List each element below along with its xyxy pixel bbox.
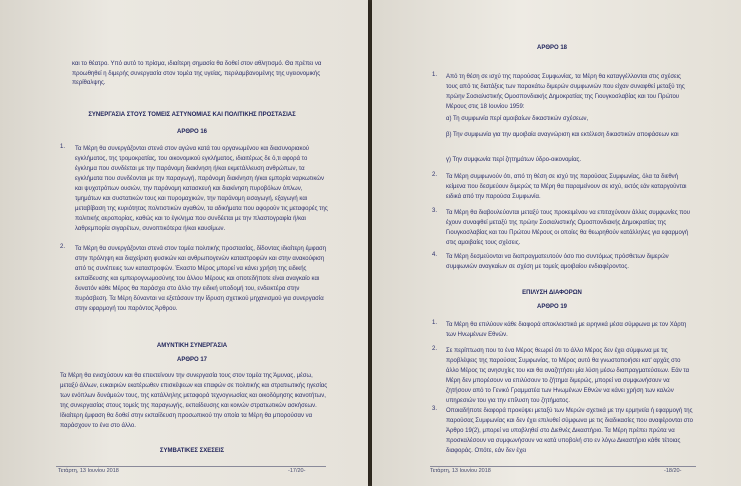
a19-paragraph-2: Σε περίπτωση που το ένα Μέρος θεωρεί ότι το άλλο Μέρος δεν έχει σύμφωνα με τις προβλέψεις της παρούσας Συμφωνίας, το Μέρος αυτό θα γνωστοποιήσει κατ' αρχάς στο άλλο Μέρος τις ανησυχίες του και θα αναζητήσει μία λύση μέσω διαπραγματεύσεων. Εάν τα Μέρη δεν μπορέσουν να επιλύσουν το ζήτημα διμερώς, μπορεί να συμφωνήσουν να ζητήσουν από το Γενικό Γραμματέα των Ηνωμένων Εθνών να κάνει χρήση των καλών υπηρεσιών του για την επίλυση του ζητήματος. xyxy=(446,348,690,404)
a19-paragraph-1: Τα Μέρη θα επιλύουν κάθε διαφορά αποκλειστικά με ειρηνικά μέσα σύμφωνα με τον Χάρτη των Ηνωμένων Εθνών. xyxy=(446,322,687,338)
a18-item-b: β) Την συμφωνία για την αμοιβαία αναγνώριση και εκτέλεση δικαστικών αποφάσεων και xyxy=(446,132,679,138)
a16-paragraph-2: Τα Μέρη θα συνεργάζονται στενά στον τομέα πολιτικής προστασίας, δίδοντας ιδιαίτερη έμφαση στην πρόληψη και διαχείριση φυσικών και ανθρωπογενών καταστροφών και στην ανακούφιση από τις συνέπειες των καταστροφών. Έκαστο Μέρος μπορεί να κάνει χρήση της ειδικής εκπαίδευσης και εμπειρογνωμοσύνης του άλλου Μέρους και οποτεδήποτε είναι αναγκαίο και δυνατόν κάθε Μέρος θα παράσχει στο άλλο την ειδική υποδομή του, ενδεικτέρα στην πυρόσβεση. Τα Μέρη δύνανται να εξετάσουν την ίδρυση σχετικού μηχανισμού για συνεργασία στην εφαρμογή του παρόντος Άρθρου. xyxy=(75,246,327,312)
footer-rule xyxy=(430,466,696,467)
a18-p3-number: 3. xyxy=(432,208,438,214)
a19-p3-number: 3. xyxy=(432,406,438,412)
a16-p1-number: 1. xyxy=(60,144,66,150)
article-17-title: ΑΡΘΡΟ 17 xyxy=(176,357,207,363)
section-title-police: ΣΥΝΕΡΓΑΣΙΑ ΣΤΟΥΣ ΤΟΜΕΙΣ ΑΣΤΥΝΟΜΙΑΣ ΚΑΙ ΠΟΛΙΤΙΚΗΣ ΠΡΟΣΤΑΣΙΑΣ xyxy=(88,112,296,118)
a18-item-c: γ) Την συμφωνία περί ζητημάτων ύδρο-οικονομίας. xyxy=(446,157,582,163)
section-title-defence: ΑΜΥΝΤΙΚΗ ΣΥΝΕΡΓΑΣΙΑ xyxy=(156,343,228,349)
a18-paragraph-2: Τα Μέρη συμφωνούν ότι, από τη θέση σε ισχύ της παρούσας Συμφωνίας, όλα τα διεθνή κείμενα που δεσμεύουν διμερώς τα Μέρη θα παραμείνουν σε ισχύ, εκτός εάν καταργούνται ειδικά από την παρούσα Συμφωνία. xyxy=(446,174,687,200)
right-page xyxy=(372,0,741,486)
left-page xyxy=(0,0,368,486)
a19-p1-number: 1. xyxy=(432,320,438,326)
article-18-title: ΑΡΘΡΟ 18 xyxy=(536,45,567,51)
a18-paragraph-4: Τα Μέρη δεσμεύονται να διαπραγματευτούν όσο πιο συντόμως πρόσθετων διμερών συμφωνιών αναγκαίων σε σχέση με τομείς αμοιβαίου ενδιαφέροντος. xyxy=(446,254,669,270)
a19-p2-number: 2. xyxy=(432,346,438,352)
a18-paragraph-3: Τα Μέρη θα διαβουλεύονται μεταξύ τους προκειμένου να επιταχύνουν άλλες συμφωνίες που έχουν συναφθεί μεταξύ της πρώην Σοσιαλιστικής Ομοσπονδιακής Δημοκρατίας της Γιουγκοσλαβίας και του Πρώτου Μέρους οι οποίες θα θεωρηθούν κατάλληλες για εφαρμογή στις αμοιβαίες τους σχέσεις. xyxy=(446,210,690,246)
a16-paragraph-1: Τα Μέρη θα συνεργάζονται στενά στον αγώνα κατά του οργανωμένου και διασυνοριακού εγκλήματος, της τρομοκρατίας, του οικονομικού εγκλήματος, ιδιαιτέρως δε ό,τι αφορά το έγκλημα που συνδέεται με την παράνομη διακίνηση ή/και εκμετάλλευση ανθρώπων, τα εγκλήματα που συνδέονται με την παραγωγή, παράνομη διακίνηση ή/και εμπορία ναρκωτικών και ψυχοτρόπων ουσιών, την παράνομη κατασκευή και διακίνηση πυροβόλων όπλων, τμημάτων και συστατικών τους και πυρομαχικών, την παράνομη εισαγωγή, εξαγωγή και μεταβίβαση της κυριότητας πολιτιστικών αγαθών, τα αδικήματα που αφορούν τις μεταφορές της πολιτικής αεροπορίας, καθώς και το έγκλημα που συνδέεται με την πλαστογραφία ή/και λαθρεμπορία σιγαρέτων, συνοπτικότερα ή/και καυσίμων. xyxy=(75,146,328,232)
a18-item-a: α) Τη συμφωνία περί αμοιβαίων δικαστικών σχέσεων, xyxy=(446,116,589,122)
section-title-disputes: ΕΠΙΛΥΣΗ ΔΙΑΦΟΡΩΝ xyxy=(522,290,582,296)
a18-paragraph-1: Από τη θέση σε ισχύ της παρούσας Συμφωνίας, τα Μέρη θα καταγγέλλονται στις σχέσεις τους από τις διατάξεις των παρακάτω διμερών συμφωνιών που είχαν συναφθεί μεταξύ της πρώην Σοσιαλιστικής Ομοσπονδιακής Δημοκρατίας της Γιουγκοσλαβίας και του Πρώτου Μέρους στις 18 Ιουνίου 1959: xyxy=(446,74,685,110)
a18-p1-number: 1. xyxy=(432,72,438,78)
a17-paragraph-1: Τα Μέρη θα ενισχύσουν και θα επεκτείνουν την συνεργασία τους στον τομέα της Άμυνας, μέσω, μεταξύ άλλων, ευκαιριών εκατέρωθεν επισκέψεων και επαφών σε πολιτικής και στρατιωτικής ηγεσίας των ενόπλων δυνάμεών τους, της κατάλληλης μεταφορά τεχνογνωσίας και οικοδόμησης ικανοτήτων, της συνεργασίας στους τομείς της παραγωγής, εκπαίδευσης και κοινών στρατιωτικών ασκήσεων. Ιδιαίτερη έμφαση θα δοθεί στην εκπαίδευση προσωπικού την οποία τα Μέρη θα μπορούσαν να παράσχουν το ένα στο άλλο. xyxy=(60,373,328,429)
footer-rule xyxy=(56,466,326,467)
a18-p2-number: 2. xyxy=(432,172,438,178)
a18-p4-number: 4. xyxy=(432,252,438,258)
article-19-title: ΑΡΘΡΟ 19 xyxy=(536,304,567,310)
intro-paragraph: και το θέατρο. Υπό αυτό το πρίσμα, ιδιαίτερη σημασία θα δοθεί στον αθλητισμό. Θα πρέπει να προωθηθεί η διμερής συνεργασία στον τομέα της υγείας, περιλαμβανομένης της υγειονομικής περίθαλψης. xyxy=(72,61,322,87)
section-title-contractual: ΣΥΜΒΑΤΙΚΕΣ ΣΧΕΣΕΙΣ xyxy=(159,448,225,454)
a19-paragraph-3: Οποιαδήποτε διαφορά προκύψει μεταξύ των Μερών σχετικά με την ερμηνεία ή εφαρμογή της παρούσας Συμφωνίας και δεν έχει επιλυθεί σύμφωνα με τις διαδικασίες που αναφέρονται στο Άρθρο 19(2), μπορεί να υποβληθεί στο Διεθνές Δικαστήριο. Τα Μέρη πρέπει πρώτα να προσκαλέσουν να συμφωνήσουν να κατά υποβολή στο εν λόγω Δικαστήριο κάθε τέτοιας διαφοράς. Οπότε, εάν δεν έχει xyxy=(446,408,693,454)
footer-date: Τετάρτη, 13 Ιουνίου 2018 xyxy=(430,468,491,474)
footer-page-number: -18/20- xyxy=(664,468,682,474)
article-16-title: ΑΡΘΡΟ 16 xyxy=(176,129,207,135)
a16-p2-number: 2. xyxy=(60,244,66,250)
footer-date: Τετάρτη, 13 Ιουνίου 2018 xyxy=(58,468,119,474)
footer-page-number: -17/20- xyxy=(288,468,306,474)
